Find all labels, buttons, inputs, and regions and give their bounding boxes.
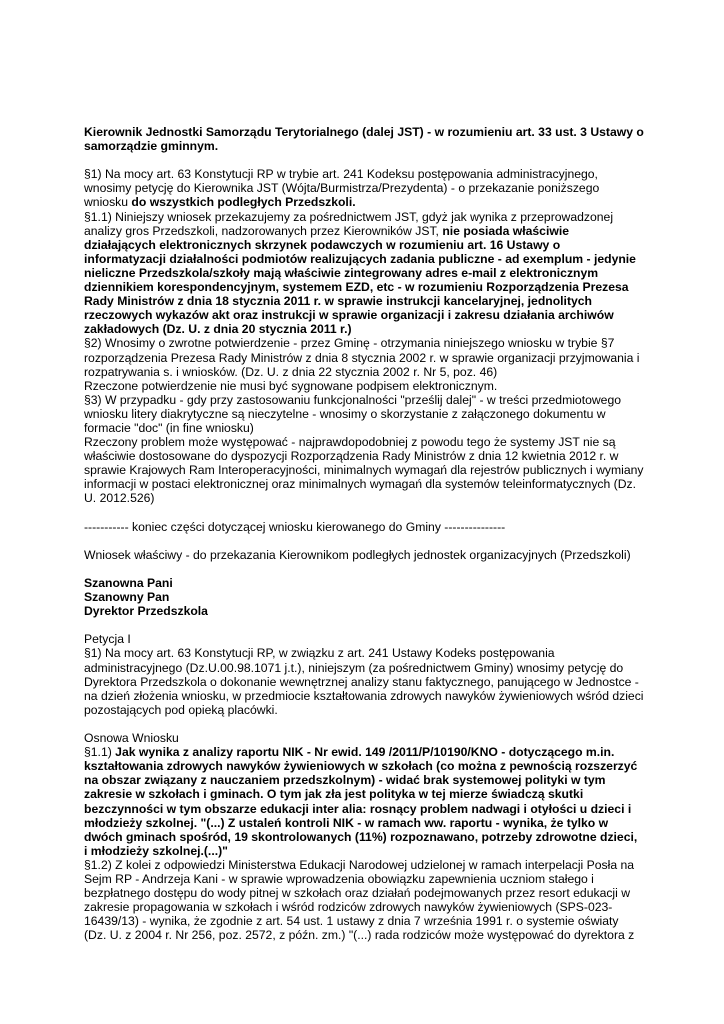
- document-heading: Kierownik Jednostki Samorządu Terytorialnego (dalej JST) - w rozumieniu art. 33 ust. 3 Ustawy o samorządzie gminnym.: [84, 125, 644, 154]
- section-2-note: Rzeczone potwierdzenie nie musi być sygnowane podpisem elektronicznym.: [84, 378, 498, 393]
- salutation-line-2: Szanowny Pan: [84, 590, 170, 605]
- section-3-note: Rzeczony problem może występować - najprawdopodobniej z powodu tego że systemy JST nie są właściwie dostosowane do dyspozycji Rozporządzenia Rady Ministrów z dnia 12 kwietnia 2012 r. w sprawie Krajowych Ram Interoperacyjności, minimalnych wymagań dla rejestrów publicznych i wymiany informacji w postaci elektronicznej oraz minimalnych wymagań dla systemów teleinformatycznych (Dz. U. 2012.526): [84, 435, 644, 506]
- separator-line: ----------- koniec części dotyczącej wniosku kierowanego do Gminy ---------------: [84, 519, 506, 534]
- section-3: §3) W przypadku - gdy przy zastosowaniu funkcjonalności "prześlij dalej" - w treści przedmiotowego wniosku litery diakrytyczne są nieczytelne - wnosimy o skorzystanie z załączonego dokumentu w formacie "doc" (in fine wniosku): [84, 392, 622, 435]
- section-2: §2) Wnosimy o zwrotne potwierdzenie - przez Gminę - otrzymania niniejszego wniosku w trybie §7 rozporządzenia Prezesa Rady Ministrów z dnia 8 stycznia 2002 r. w sprawie organizacji przyjmowania i rozpatrywania s. i wniosków. (Dz. U. z dnia 22 stycznia 2002 r. Nr 5, poz. 46): [84, 336, 640, 379]
- intro-paragraph: Wniosek właściwy - do przekazania Kierownikom podległych jednostek organizacyjnych (Przedszkoli): [84, 547, 631, 562]
- salutation-line-1: Szanowna Pani: [84, 576, 173, 590]
- document-page: [84, 125, 644, 942]
- salutation-line-3: Dyrektor Przedszkola: [84, 604, 208, 619]
- osnowa-title: Osnowa Wniosku: [84, 731, 179, 746]
- petycja-title: Petycja I: [84, 632, 131, 647]
- osnowa-section-1-1: §1.1) Jak wynika z analizy raportu NIK - Nr ewid. 149 /2011/P/10190/KNO - dotyczącego m.in. kształtowania zdrowych nawyków żywieniowych w szkołach (co można z pewnością rozszerzyć na obszar związany z nauczaniem przedszkolnym) - widać brak systemowej polityki w tym zakresie w szkołach i gminach. O tym jak zła jest polityka w tej mierze świadczą skutki bezczynności w tym obszarze edukacji inter alia: rosnący problem nadwagi i otyłości u dzieci i młodzieży szkolnej. "(...) Z ustaleń kontroli NIK - w ramach ww. raportu - wynika, że tylko w dwóch gminach spośród, 19 skontrolowanych (11%) rozpoznawano, potrzeby zdrowotne dzieci, i młodzieży szkolnej.(...)": [84, 745, 638, 858]
- section-1: §1) Na mocy art. 63 Konstytucji RP w trybie art. 241 Kodeksu postępowania administracyjnego, wnosimy petycję do Kierownika JST (Wójta/Burmistrza/Prezydenta) - o przekazanie poniższego wniosku do wszystkich podległych Przedszkoli.: [84, 167, 600, 210]
- petycja-text: §1) Na mocy art. 63 Konstytucji RP, w związku z art. 241 Ustawy Kodeks postępowania administracyjnego (Dz.U.00.98.1071 j.t.), niniejszym (za pośrednictwem Gminy) wnosimy petycję do Dyrektora Przedszkola o dokonanie wewnętrznej analizy stanu faktycznego, panującego w Jednostce - na dzień złożenia wniosku, w przedmiocie kształtowania zdrowych nawyków żywieniowych wśród dzieci pozostających pod opieką placówki.: [84, 646, 644, 717]
- section-1-1: §1.1) Niniejszy wniosek przekazujemy za pośrednictwem JST, gdyż jak wynika z przeprowadzonej analizy gros Przedszkoli, nadzorowanych przez Kierowników JST, nie posiada właściwie działających elektronicznych skrzynek podawczych w rozumieniu art. 16 Ustawy o informatyzacji działalności podmiotów realizujących zadania publiczne - ad exemplum - jedynie nieliczne Przedszkola/szkoły mają właściwie zintegrowany adres e-mail z elektronicznym dziennikiem korespondencyjnym, systemem EZD, etc - w rozumieniu Rozporządzenia Prezesa Rady Ministrów z dnia 18 stycznia 2011 r. w sprawie instrukcji kancelaryjnej, jednolitych rzeczowych wykazów akt oraz instrukcji w sprawie organizacji i zakresu działania archiwów zakładowych (Dz. U. z dnia 20 stycznia 2011 r.): [84, 209, 636, 337]
- osnowa-section-1-2: §1.2) Z kolei z odpowiedzi Ministerstwa Edukacji Narodowej udzielonej w ramach interpelacji Posła na Sejm RP - Andrzeja Kani - w sprawie wprowadzenia obowiązku zapewnienia uczniom stałego i bezpłatnego dostępu do wody pitnej w szkołach oraz działań podejmowanych przez resort edukacji w zakresie propagowania w szkołach i wśród rodziców zdrowych nawyków żywieniowych (SPS-023-16439/13) - wynika, że zgodnie z art. 54 ust. 1 ustawy z dnia 7 września 1991 r. o systemie oświaty (Dz. U. z 2004 r. Nr 256, poz. 2572, z późn. zm.) "(...) rada rodziców może występować do dyrektora z: [84, 857, 635, 943]
